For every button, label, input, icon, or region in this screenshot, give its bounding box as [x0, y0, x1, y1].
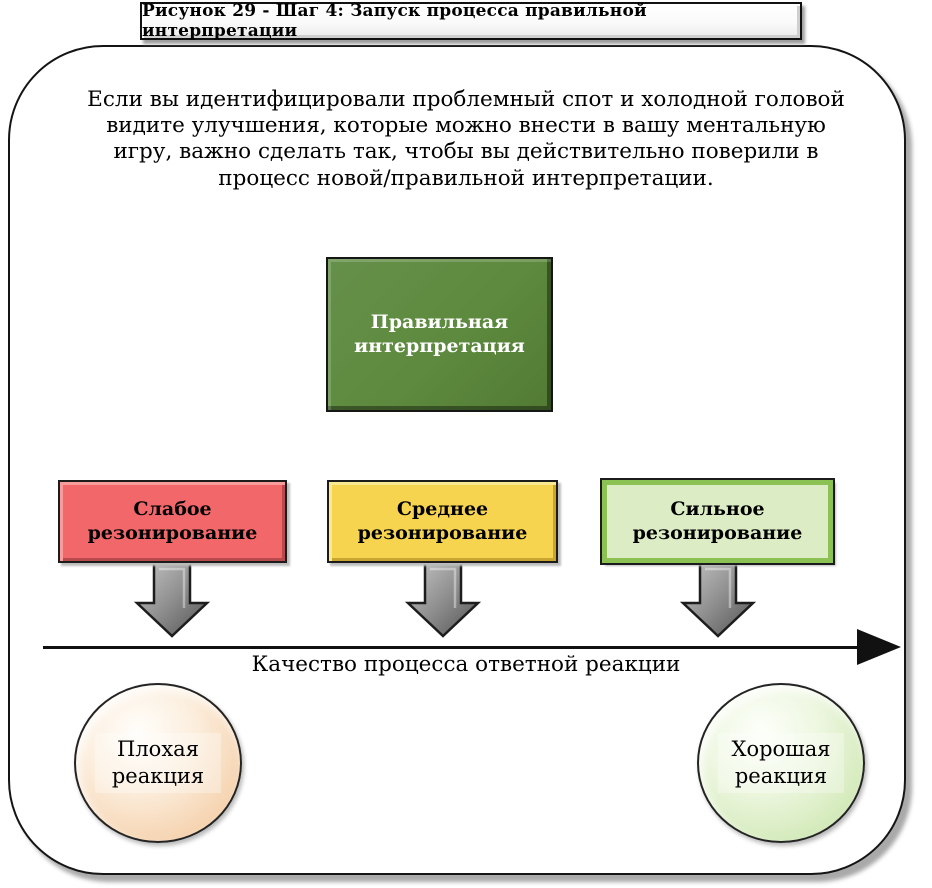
weak-resonance-box [58, 480, 287, 563]
correct-interpretation-label: Правильная интерпретация [354, 310, 525, 357]
down-arrow-icon [405, 561, 481, 639]
down-arrow-icon [680, 561, 756, 639]
good-reaction-circle [697, 683, 865, 843]
down-arrow-icon [134, 561, 210, 639]
medium-resonance-box [327, 480, 558, 563]
weak-resonance-label: Слабое резонирование [87, 497, 258, 544]
correct-interpretation-box [326, 257, 553, 412]
bad-reaction-circle [74, 683, 242, 843]
figure-title-bar [140, 2, 802, 40]
intro-line: игру, важно сделать так, чтобы вы действительно поверили в [113, 139, 819, 165]
good-reaction-label: Хорошая реакция [718, 733, 844, 794]
strong-resonance-box [602, 480, 833, 563]
medium-resonance-label: Среднее резонирование [357, 497, 528, 544]
intro-line: Если вы идентифицировали проблемный спот и холодной головой [87, 87, 845, 112]
strong-resonance-label: Сильное резонирование [632, 497, 803, 544]
quality-axis-label: Качество процесса ответной реакции [251, 652, 681, 677]
figure-title: Рисунок 29 - Шаг 4: Запуск процесса правильной интерпретации [142, 1, 647, 41]
intro-paragraph [66, 87, 866, 192]
bad-reaction-label: Плохая реакция [95, 733, 221, 794]
intro-line: процесс новой/правильной интерпретации. [218, 165, 714, 191]
intro-line: видите улучшения, которые можно внести в вашу ментальную [106, 113, 826, 139]
quality-axis-line [43, 646, 859, 649]
